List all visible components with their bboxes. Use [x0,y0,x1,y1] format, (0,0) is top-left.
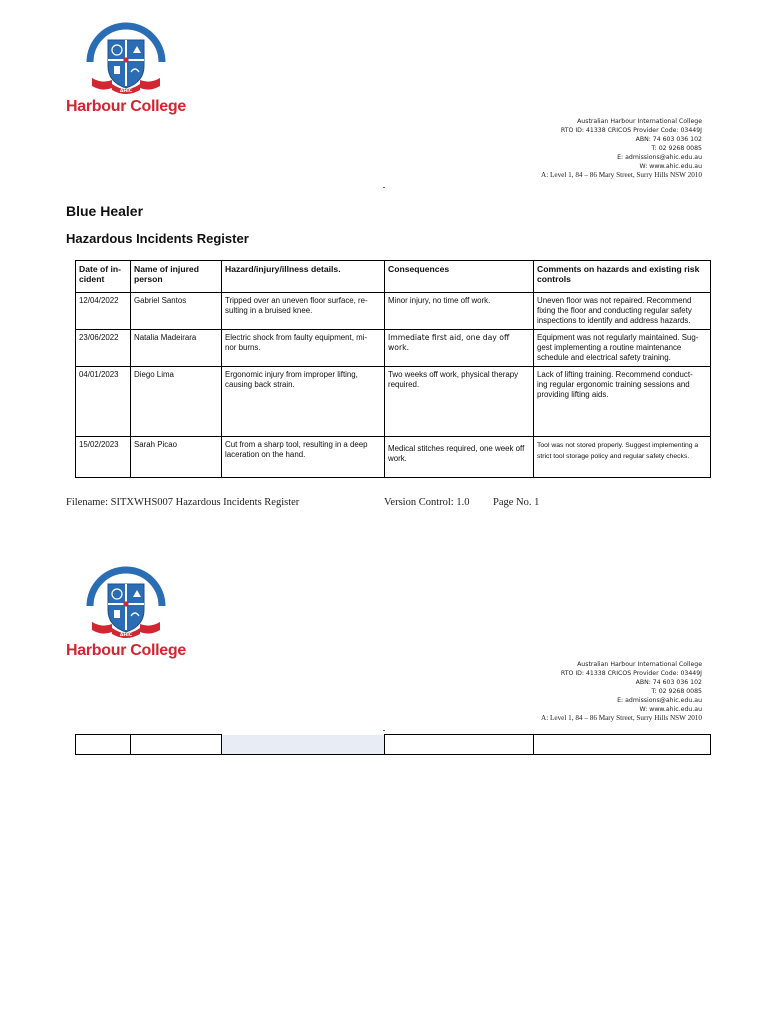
cell-comments: Uneven floor was not repaired. Recommend fixing the floor and conducting regular safety inspections to identify and address hazards. [534,293,711,330]
address-line: Australian Harbour International College [577,118,702,125]
table-row [76,330,711,367]
svg-text:AHIC: AHIC [119,633,133,638]
cell-name: Sarah Picao [131,437,222,478]
college-logo [66,22,186,116]
address-line: Australian Harbour International College [577,661,702,668]
college-address-block [541,660,702,723]
empty-cell [76,735,131,755]
cell-date: 04/01/2023 [76,367,131,437]
svg-text:AHIC: AHIC [118,30,134,36]
cell-name: Natalia Madeirara [131,330,222,367]
document-title: Hazardous Incidents Register [66,231,249,246]
address-line: E: admissions@ahic.edu.au [617,697,702,704]
table-row [76,735,711,755]
table-row [76,437,711,478]
address-line: T: 02 9268 0085 [651,688,702,695]
column-header-name: Name of injured person [131,261,222,293]
address-line: A: Level 1, 84 – 86 Mary Street, Surry Hills NSW 2010 [541,171,702,179]
cell-details: Electric shock from faulty equipment, mi- nor burns. [222,330,385,367]
college-crest-icon [82,22,170,96]
cell-consequences: Medical stitches required, one week off work. [385,437,534,478]
divider-mark [383,187,385,188]
empty-cell [222,735,385,755]
cell-details: Tripped over an uneven floor surface, re- sulting in a bruised knee. [222,293,385,330]
cell-date: 12/04/2022 [76,293,131,330]
empty-cell [385,735,534,755]
college-name: Harbour College [66,642,186,659]
cell-details: Cut from a sharp tool, resulting in a deep laceration on the hand. [222,437,385,478]
college-logo [66,566,186,660]
address-line: ABN: 74 603 036 102 [635,679,702,686]
address-line: RTO ID: 41338 CRICOS Provider Code: 03449J [560,670,702,677]
table-header-row [76,261,711,293]
footer-version: Version Control: 1.0 [384,497,470,508]
cell-date: 15/02/2023 [76,437,131,478]
address-line: W: www.ahic.edu.au [639,163,702,170]
column-header-consequences: Consequences [385,261,534,293]
empty-cell [534,735,711,755]
table-row [76,293,711,330]
address-line: ABN: 74 603 036 102 [635,136,702,143]
footer-filename: Filename: SITXWHS007 Hazardous Incidents Register [66,497,300,508]
cell-name: Diego Lima [131,367,222,437]
incidents-table-continued [75,734,711,755]
column-header-comments: Comments on hazards and existing risk controls [534,261,711,293]
address-line: W: www.ahic.edu.au [639,706,702,713]
empty-cell [131,735,222,755]
address-line: A: Level 1, 84 – 86 Mary Street, Surry Hills NSW 2010 [541,714,702,722]
cell-consequences: Minor injury, no time off work. [385,293,534,330]
page-2 [0,560,768,1024]
college-crest-icon [82,566,170,640]
address-line: E: admissions@ahic.edu.au [617,154,702,161]
table-row [76,367,711,437]
incidents-table [75,260,711,478]
cell-comments: Tool was not stored properly. Suggest implementing a strict tool storage policy and regular safety checks. [534,437,711,478]
cell-comments: Equipment was not regularly maintained. Sug- gest implementing a routine maintenance schedule and electrical safety training. [534,330,711,367]
page-footer [66,497,540,508]
college-address-block [541,117,702,180]
college-name: Harbour College [66,98,186,115]
cell-date: 23/06/2022 [76,330,131,367]
divider-mark [383,730,385,731]
column-header-date: Date of in- cident [76,261,131,293]
cell-comments: Lack of lifting training. Recommend conduct- ing regular ergonomic training sessions and providing lifting aids. [534,367,711,437]
cell-consequences: Two weeks off work, physical therapy required. [385,367,534,437]
svg-text:AHIC: AHIC [119,89,133,94]
cell-name: Gabriel Santos [131,293,222,330]
cell-details: Ergonomic injury from improper lifting, causing back strain. [222,367,385,437]
footer-page-number: Page No. 1 [493,497,540,508]
cell-consequences: Immediate first aid, one day off work. [385,330,534,367]
address-line: RTO ID: 41338 CRICOS Provider Code: 03449J [560,127,702,134]
address-line: T: 02 9268 0085 [651,145,702,152]
organisation-name: Blue Healer [66,203,144,219]
column-header-details: Hazard/injury/illness details. [222,261,385,293]
